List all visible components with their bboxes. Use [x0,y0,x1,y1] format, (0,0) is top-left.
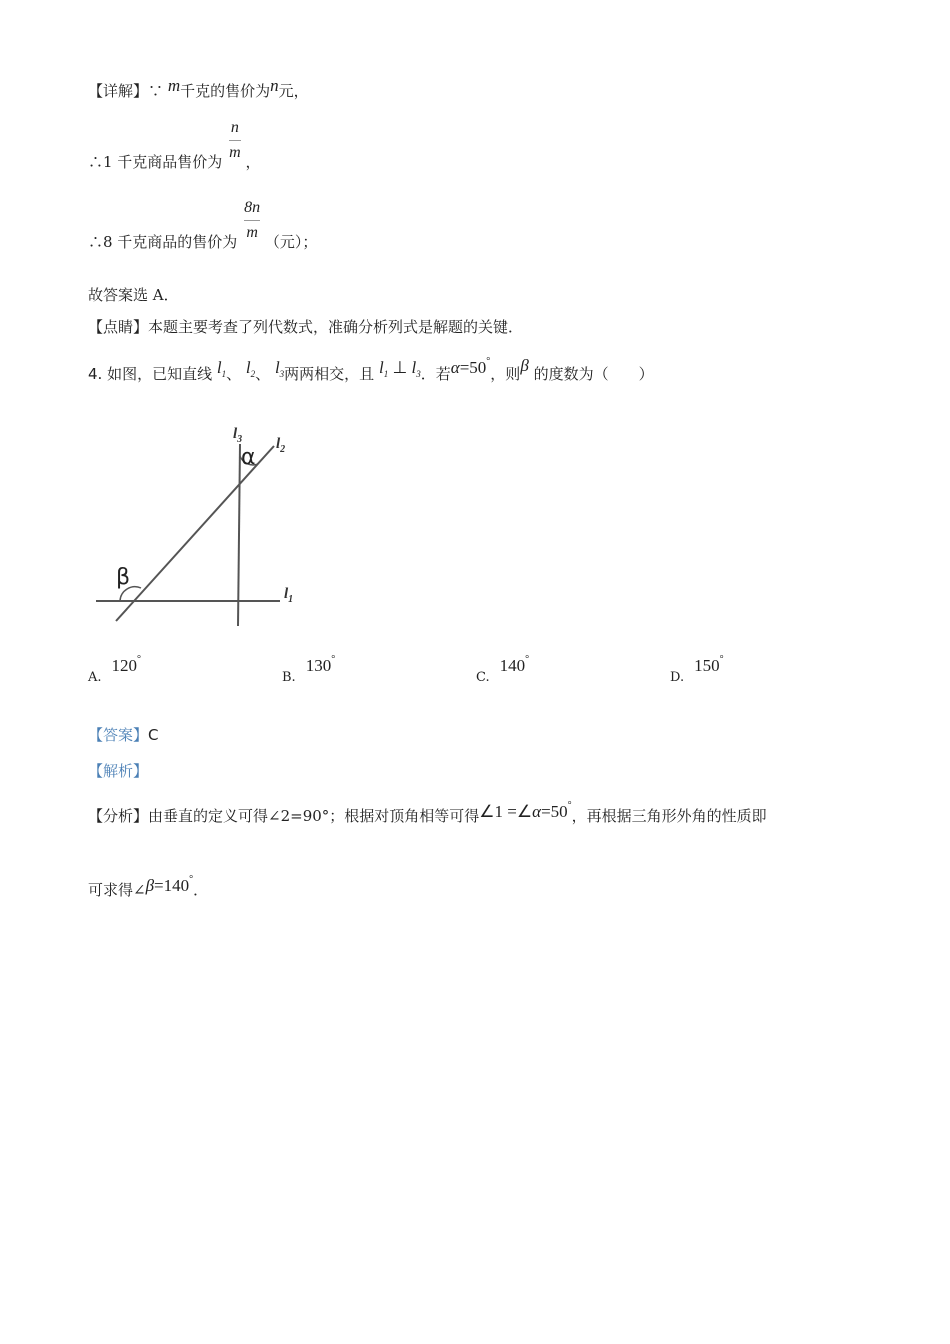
fraction-8n-over-m [244,198,260,243]
detail-label: 【详解】 [88,82,149,100]
perpendicular-expression: $l_1$ ⊥ $l_3$ [378,358,421,379]
var-m: m [167,76,181,95]
line-l3 [238,444,240,626]
option-letter: A. [88,670,102,685]
unit-price-line [88,118,261,171]
detail-text-2: 元， [278,82,309,100]
label-l1: $l_1$ [284,586,294,605]
analysis-text-4: ． [193,881,209,899]
fraction-numerator: 8n [244,199,261,216]
question-4 [88,356,654,385]
option-d[interactable] [670,654,724,686]
unit-price-prefix: ∴1 千克商品售价为 [88,152,223,171]
answer-line [88,724,159,745]
beta-symbol: β [520,356,529,375]
option-b[interactable] [282,654,336,686]
analysis-line-2 [88,874,209,900]
separator-2: 、 [255,365,271,383]
label-beta: β [116,565,131,590]
beta-equation: β=140° [145,874,194,895]
l2-symbol: $l_2$ [245,358,256,379]
comment-label: 【点睛】 [88,318,149,336]
analysis-label: 【解析】 [88,762,149,780]
question-text-3: ．若 [420,365,451,383]
option-value: 120° [111,654,142,675]
option-value: 150° [694,654,724,675]
fraction-n-over-m [229,118,241,163]
question-text-1: . 如图，已知直线 [97,365,213,383]
detail-text-1: 千克的售价为 [180,82,271,100]
analysis-tag: 【分析】 [88,807,149,825]
because-symbol: ∵ [148,82,164,100]
analysis-line-1 [88,800,767,826]
angle-equation: ∠1 =∠α=50° [479,800,572,821]
unit-price-suffix: ， [245,152,261,171]
label-l2: $l_2$ [276,436,286,455]
geometry-figure [88,420,318,640]
option-letter: B. [282,670,296,685]
option-letter: D. [670,670,685,685]
question-number: 4 [88,365,98,383]
option-c[interactable] [476,654,530,686]
option-a[interactable] [88,654,142,686]
analysis-text-1: 由垂直的定义可得∠2=90°；根据对顶角相等可得 [148,807,480,825]
eight-kg-prefix: ∴8 千克商品的售价为 [88,232,238,251]
comment-line [88,316,523,337]
alpha-symbol: α [450,358,460,377]
fraction-denominator: m [229,144,241,161]
label-alpha: α [241,445,256,470]
fraction-bar [229,140,241,141]
question-text-4: ，则 [490,365,521,383]
detail-line [88,76,309,101]
fraction-numerator: n [230,119,239,136]
l1-symbol: $l_1$ [216,358,227,379]
separator-1: 、 [226,365,242,383]
option-value: 130° [305,654,336,675]
answer-label: 【答案】 [88,726,149,744]
comment-text: 本题主要考查了列代数式，准确分析列式是解题的关键． [148,318,524,336]
l3-symbol: $l_3$ [274,358,285,379]
eight-kg-suffix: （元）； [264,232,318,251]
fraction-bar [244,220,260,221]
question-text-5: 的度数为（ ） [533,365,654,383]
var-n: n [270,76,279,95]
analysis-text-2: ，再根据三角形外角的性质即 [571,807,767,825]
fraction-denominator: m [246,224,258,241]
option-value: 140° [499,654,530,675]
alpha-value: =50° [459,356,491,377]
answer-value: C [148,726,159,744]
option-letter: C. [476,670,490,685]
line-l2 [116,446,274,621]
eight-kg-price-line [88,198,318,251]
label-l3: $l_3$ [233,426,243,445]
question-text-2: 两两相交，且 [284,365,375,383]
answer-choice-line: 故答案选 A． [88,286,179,304]
analysis-text-3: 可求得∠ [88,881,146,899]
